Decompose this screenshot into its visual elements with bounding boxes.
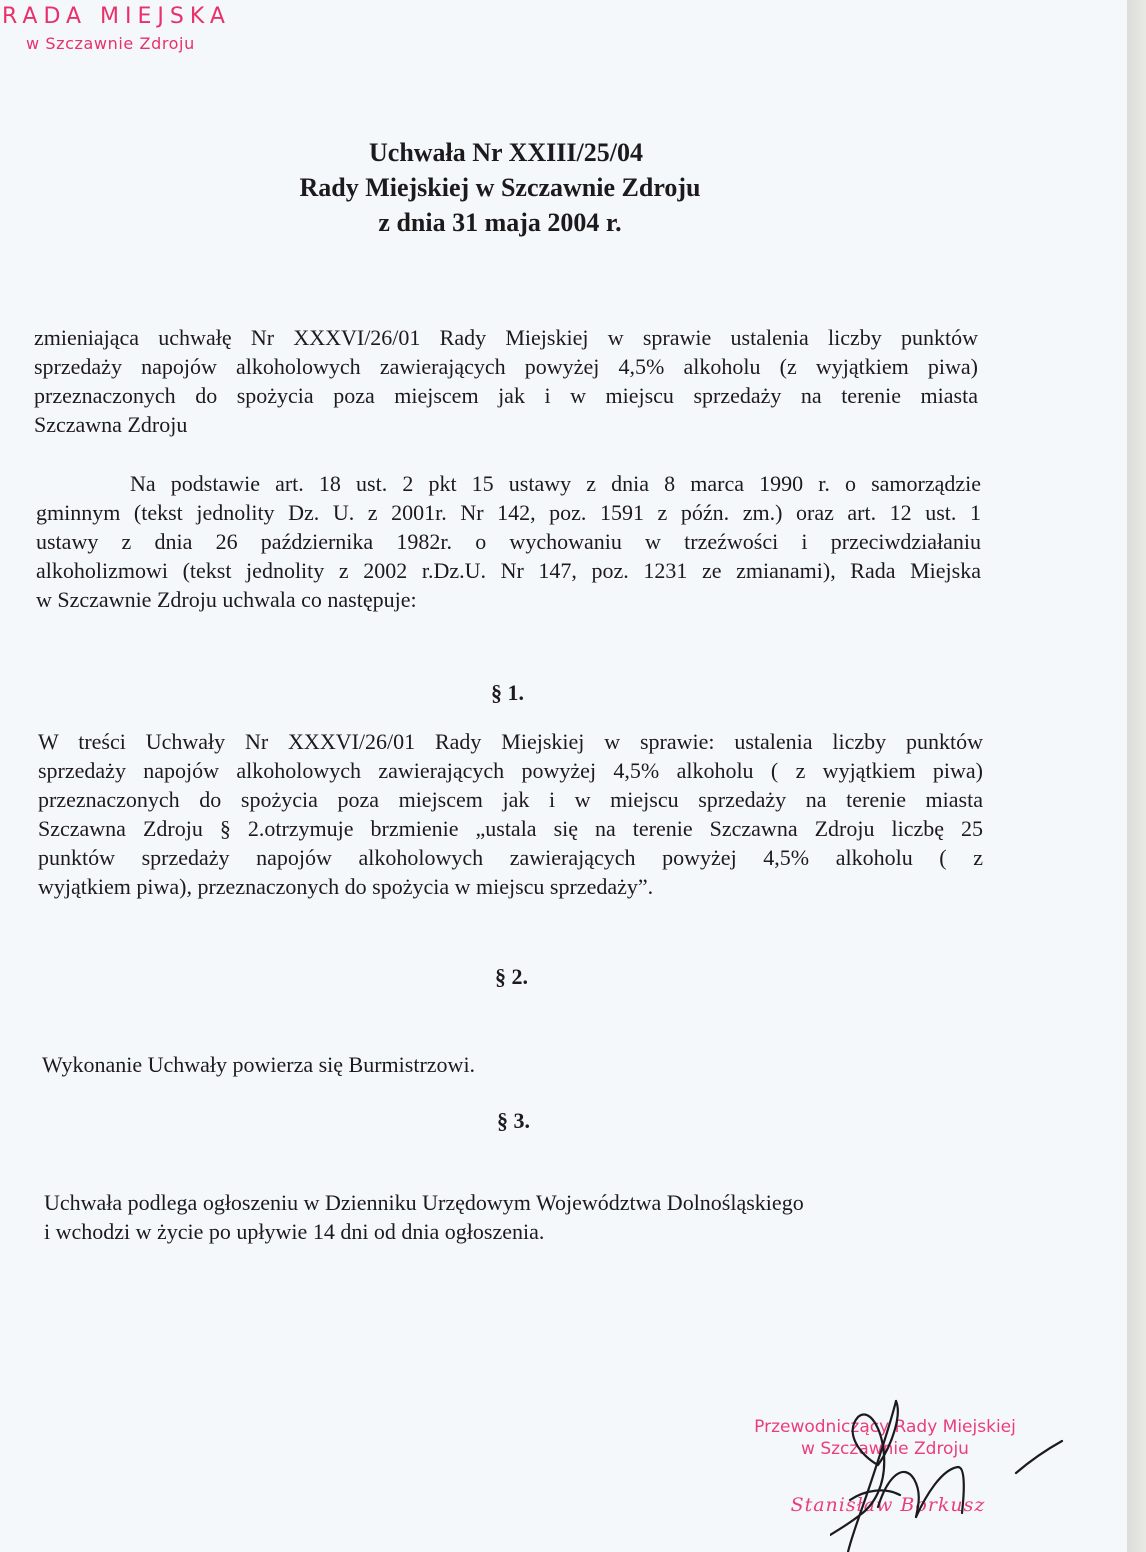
section-3-line: i wchodzi w życie po upływie 14 dni od dnia ogłoszenia. [44, 1219, 545, 1244]
scan-edge [1127, 0, 1146, 1552]
subject-line: przeznaczonych do spożycia poza miejscem jak i w miejscu sprzedaży na terenie miasta [34, 383, 978, 408]
council-stamp [2, 4, 231, 53]
legal-basis-line: gminnym (tekst jednolity Dz. U. z 2001r. Nr 142, poz. 1591 z późn. zm.) oraz art. 12 ust. 1 [36, 500, 981, 525]
resolution-date: z dnia 31 maja 2004 r. [378, 208, 622, 237]
resolution-number: Uchwała Nr XXIII/25/04 [369, 138, 643, 167]
council-stamp-line2: w Szczawnie Zdroju [26, 34, 195, 53]
legal-basis [36, 469, 981, 614]
legal-basis-line: alkoholizmowi (tekst jednolity z 2002 r.Dz.U. Nr 147, poz. 1231 ze zmianami), Rada Miejska [36, 558, 981, 583]
chairman-location: w Szczawnie Zdroju [801, 1439, 969, 1459]
resolution-title [0, 135, 1000, 240]
resolution-subject [34, 323, 978, 439]
subject-line: zmieniająca uchwałę Nr XXXVI/26/01 Rady Miejskiej w sprawie ustalenia liczby punktów [34, 325, 978, 350]
resolution-issuer: Rady Miejskiej w Szczawnie Zdroju [299, 173, 701, 202]
subject-line: Szczawna Zdroju [34, 412, 188, 437]
section-1-line: wyjątkiem piwa), przeznaczonych do spożycia w miejscu sprzedaży”. [38, 874, 654, 899]
chairman-stamp [740, 1416, 1030, 1516]
section-1-line: punktów sprzedaży napojów alkoholowych zawierających powyżej 4,5% alkoholu ( z [38, 845, 983, 870]
section-3-text [44, 1188, 944, 1246]
legal-basis-line: ustawy z dnia 26 października 1982r. o wychowaniu w trzeźwości i przeciwdziałaniu [36, 529, 981, 554]
section-1-line: Szczawna Zdroju § 2.otrzymuje brzmienie „ustala się na terenie Szczawna Zdroju liczbę 25 [38, 816, 983, 841]
section-2-heading: § 2. [495, 964, 528, 989]
chairman-title: Przewodniczący Rady Miejskiej [754, 1417, 1016, 1437]
section-1-line: przeznaczonych do spożycia poza miejscem jak i w miejscu sprzedaży na terenie miasta [38, 787, 983, 812]
section-2-line: Wykonanie Uchwały powierza się Burmistrzowi. [42, 1052, 476, 1077]
section-2-text [42, 1050, 742, 1079]
section-3-line: Uchwała podlega ogłoszeniu w Dzienniku Urzędowym Województwa Dolnośląskiego [44, 1190, 804, 1215]
section-1-line: sprzedaży napojów alkoholowych zawierających powyżej 4,5% alkoholu ( z wyjątkiem piwa) [38, 758, 983, 783]
section-1-text [38, 727, 983, 901]
legal-basis-line: w Szczawnie Zdroju uchwala co następuje: [36, 587, 417, 612]
section-3-heading: § 3. [497, 1108, 530, 1133]
section-1-heading: § 1. [491, 680, 524, 705]
legal-basis-line: Na podstawie art. 18 ust. 2 pkt 15 ustawy z dnia 8 marca 1990 r. o samorządzie [130, 471, 981, 496]
council-stamp-line1: RADA MIEJSKA [2, 4, 231, 29]
chairman-name: Stanisław Borkusz [790, 1494, 986, 1516]
section-1-line: W treści Uchwały Nr XXXVI/26/01 Rady Miejskiej w sprawie: ustalenia liczby punktów [38, 729, 983, 754]
subject-line: sprzedaży napojów alkoholowych zawierających powyżej 4,5% alkoholu (z wyjątkiem piwa) [34, 354, 978, 379]
